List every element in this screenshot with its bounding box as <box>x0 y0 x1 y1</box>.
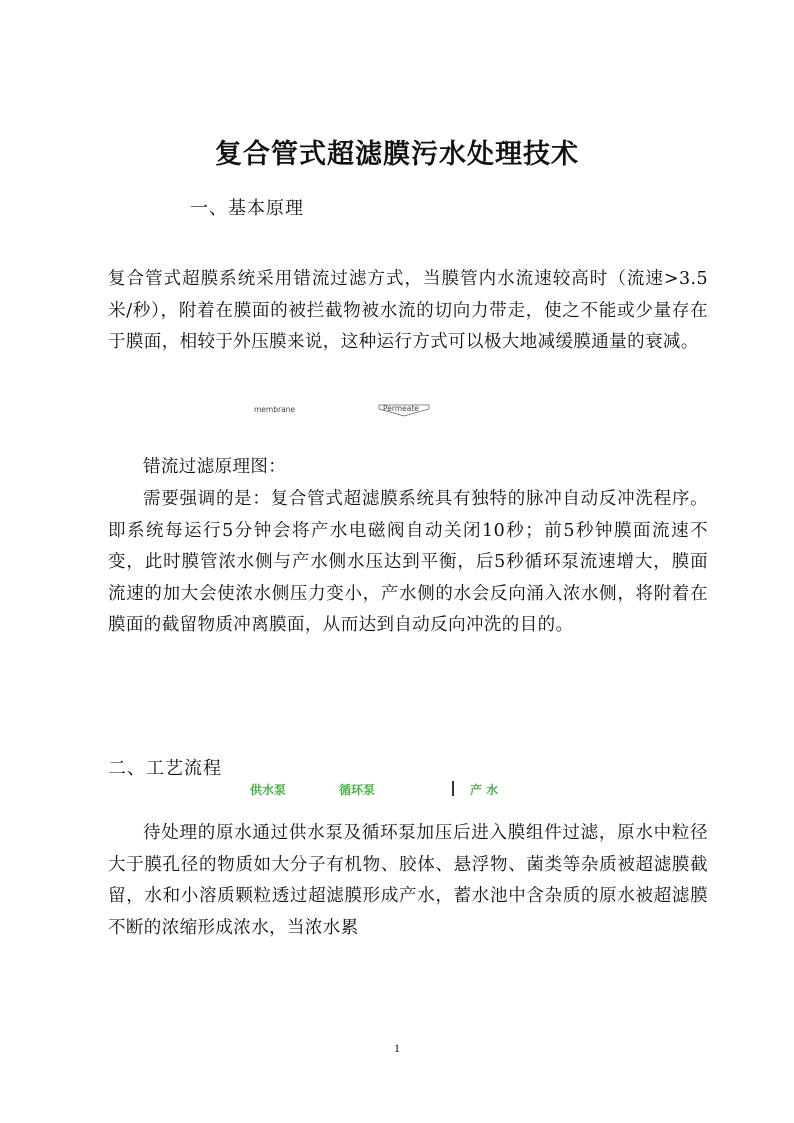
flow-label-circulation-pump: 循环泵 <box>339 783 376 797</box>
paragraph-backwash-note: 需要强调的是：复合管式超滤膜系统具有独特的脉冲自动反冲洗程序。即系统每运行5分钟会将产水电磁阀自动关闭10秒；前5秒钟膜面流速不变，此时膜管浓水侧与产水侧水压达到平衡，后5秒循环泵流速增大，膜面流速的加大会使浓水侧压力变小，产水侧的水会反向涌入浓水侧，将附着在膜面的截留物质冲离膜面，从而达到自动反向冲洗的目的。 <box>108 489 708 635</box>
flow-label-product-water: 产 水 <box>470 783 499 797</box>
figure-label-membrane: membrane <box>254 405 296 414</box>
document-title: 复合管式超滤膜污水处理技术 <box>215 139 579 170</box>
page-number: 1 <box>394 1041 400 1055</box>
section-heading-process-flow: 二、工艺流程 <box>108 758 222 779</box>
figure-label-permeate: Permeate <box>383 404 419 413</box>
flow-divider-line <box>452 781 454 796</box>
paragraph-process-description: 待处理的原水通过供水泵及循环泵加压后进入膜组件过滤，原水中粒径大于膜孔径的物质如大分子有机物、胶体、悬浮物、菌类等杂质被超滤膜截留，水和小溶质颗粒透过超滤膜形成产水，蓄水池中含杂质的原水被超滤膜不断的浓缩形成浓水，当浓水累 <box>108 823 708 938</box>
section-heading-basic-principle: 一、基本原理 <box>190 198 304 219</box>
flow-label-supply-pump: 供水泵 <box>250 783 287 797</box>
paragraph-crossflow-principle: 复合管式超膜系统采用错流过滤方式，当膜管内水流速较高时（流速>3.5米/秒），附着在膜面的被拦截物被水流的切向力带走，使之不能或少量存在于膜面，相较于外压膜来说，这种运行方式可以极大地减缓膜通量的衰减。 <box>108 269 708 352</box>
paragraph-figure-caption: 错流过滤原理图： <box>143 457 287 477</box>
